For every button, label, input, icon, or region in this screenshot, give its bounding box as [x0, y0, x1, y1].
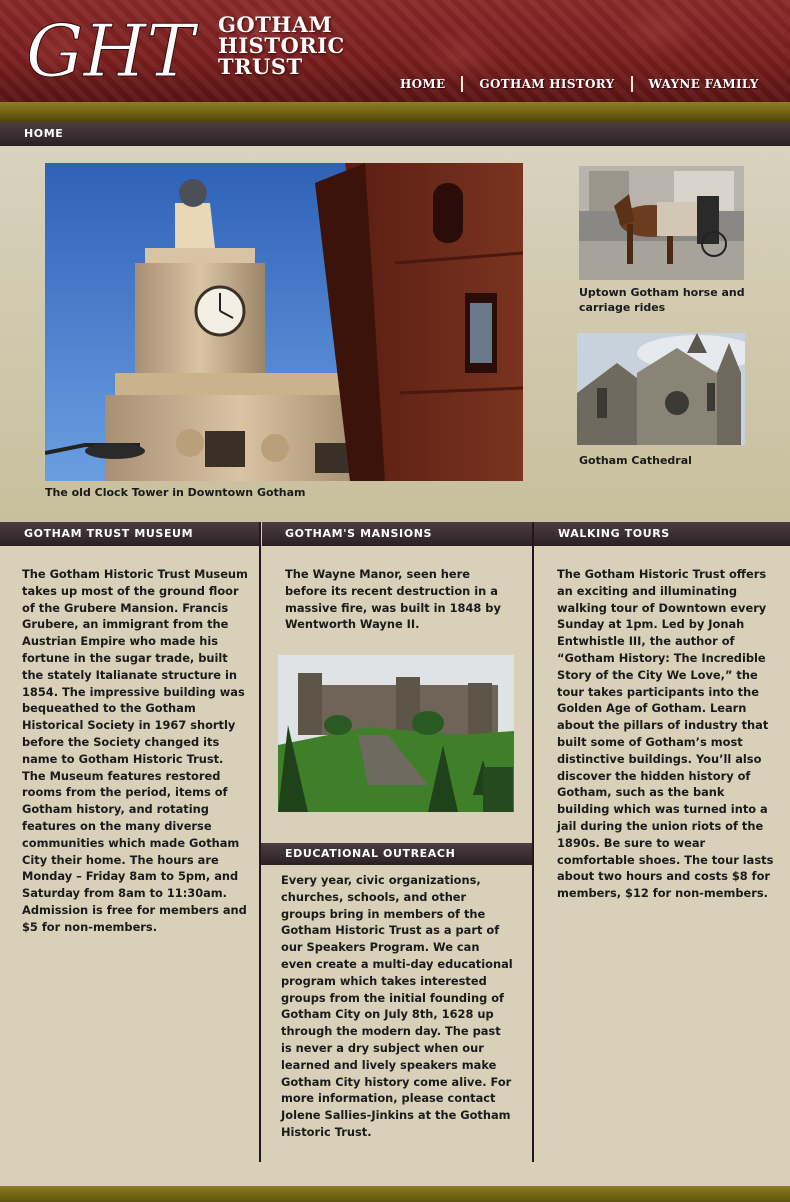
outreach-section-title: EDUCATIONAL OUTREACH	[285, 847, 456, 860]
column-divider	[532, 522, 534, 1162]
side-photo-caption-cathedral: Gotham Cathedral	[579, 454, 692, 467]
page-title-bar	[0, 122, 790, 146]
museum-section-title: GOTHAM TRUST MUSEUM	[24, 527, 194, 540]
mansions-body-text: The Wayne Manor, seen here before its recent destruction in a massive fire, was built in 1848 by Wentworth Wayne II.	[285, 567, 501, 632]
mansions-section-title: GOTHAM'S MANSIONS	[285, 527, 433, 540]
horse-carriage-photo	[579, 166, 744, 280]
column-divider	[259, 522, 261, 1162]
main-nav	[400, 74, 759, 94]
outreach-section-bar	[261, 843, 532, 865]
site-logo-monogram[interactable]	[22, 6, 212, 88]
logo-line-3: TRUST	[218, 54, 303, 79]
content-columns	[0, 546, 790, 1186]
nav-wayne-family-link[interactable]: WAYNE FAMILY	[648, 77, 759, 91]
side-photo-caption-carriage: Uptown Gotham horse and carriage rides	[579, 286, 745, 314]
nav-separator	[631, 76, 633, 92]
mansions-section-bar	[262, 522, 532, 546]
museum-section-bar	[0, 522, 260, 546]
tours-section-bar	[534, 522, 790, 546]
page-title: HOME	[24, 127, 64, 140]
header-olive-band	[0, 102, 790, 122]
site-header	[0, 0, 790, 102]
tours-section-title: WALKING TOURS	[558, 527, 670, 540]
main-photo-caption: The old Clock Tower in Downtown Gotham	[45, 486, 306, 499]
site-logo-name[interactable]	[218, 14, 345, 77]
nav-home-link[interactable]: HOME	[400, 77, 446, 91]
logo-line-2: HISTORIC	[218, 33, 345, 58]
nav-separator	[461, 76, 463, 92]
footer-olive-band	[0, 1186, 790, 1202]
cathedral-photo	[577, 333, 745, 445]
museum-body-text: The Gotham Historic Trust Museum takes up most of the ground floor of the Grubere Mansion. Francis Grubere, an immigrant from the Austrian Empire who made his fortune in the sugar trade, built the stately Italianate structure in 1854. The impressive building was bequeathed to the Gotham Historical Society in 1967 shortly before the Society changed its name to Gotham Historic Trust. The Museum features restored rooms from the period, items of Gotham history, and rotating features on the many diverse communities which made Gotham City their home. The hours are Monday – Friday 8am to 5pm, and Saturday from 8am to 11:30am. Admission is free for members and $5 for non-members.	[22, 567, 248, 934]
clock-tower-photo	[45, 163, 523, 481]
outreach-body-text: Every year, civic organizations, churches, schools, and other groups bring in members of the Gotham Historic Trust as a part of our Speakers Program. We can even create a multi-day educational program which takes interested groups from the initial founding of Gotham City on July 8th, 1628 up through the modern day. The past is never a dry subject when our learned and lively speakers make Gotham City history come alive. For more information, please contact Jolene Sallies-Jinkins at the Gotham Historic Trust.	[281, 873, 513, 1139]
wayne-manor-photo	[278, 655, 514, 812]
logo-monogram-text: GHT	[26, 9, 195, 88]
logo-line-1: GOTHAM	[218, 12, 333, 37]
hero-section	[0, 146, 790, 522]
tours-body-text: The Gotham Historic Trust offers an exciting and illuminating walking tour of Downtown every Sunday at 1pm. Led by Jonah Entwhistle III, the author of “Gotham History: The Incredible Story of the City We Love,” the tour takes participants into the Golden Age of Gotham. Learn about the pillars of industry that built some of Gotham’s most distinctive buildings. You’ll also discover the hidden history of Gotham, such as the bank building which was turned into a jail during the union riots of the 1890s. Be sure to wear comfortable shoes. The tour lasts about two hours and costs $8 for members, $12 for non-members.	[557, 567, 774, 901]
nav-gotham-history-link[interactable]: GOTHAM HISTORY	[479, 77, 615, 91]
